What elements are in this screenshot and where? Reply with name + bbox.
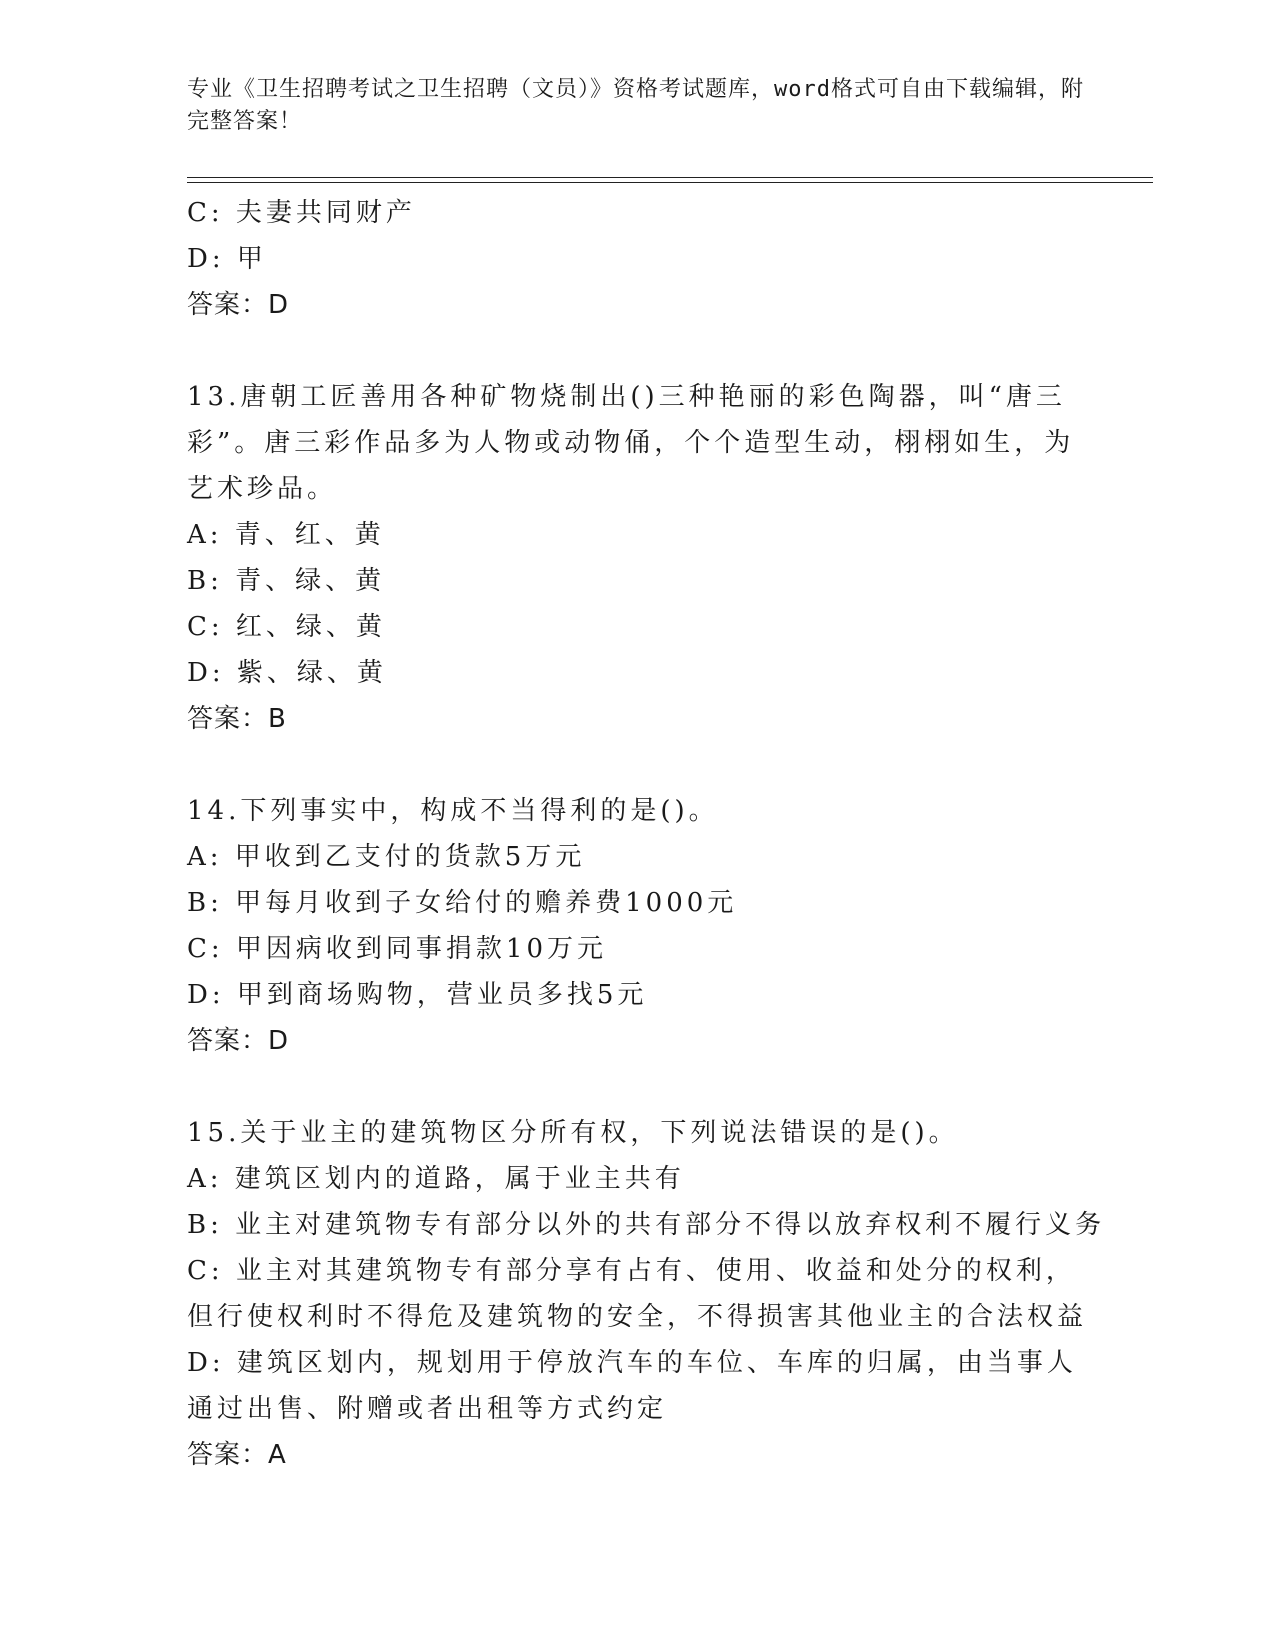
option-d: D: 甲到商场购物，营业员多找5元 bbox=[187, 980, 648, 1010]
question-13 bbox=[187, 374, 1087, 742]
spacer bbox=[187, 1064, 1087, 1110]
option-c: C: 夫妻共同财产 bbox=[187, 198, 416, 228]
option-b: B: 甲每月收到子女给付的赡养费1000元 bbox=[187, 888, 738, 918]
option-b: B: 青、绿、黄 bbox=[187, 566, 386, 596]
option-a: A: 甲收到乙支付的货款5万元 bbox=[187, 842, 586, 872]
spacer bbox=[187, 742, 1087, 788]
option-b: B: 业主对建筑物专有部分以外的共有部分不得以放弃权利不履行义务 bbox=[187, 1210, 1106, 1240]
question-list bbox=[187, 190, 1106, 1478]
question-stem: 13.唐朝工匠善用各种矿物烧制出()三种艳丽的彩色陶器，叫“唐三彩”。唐三彩作品多为人物或动物俑，个个造型生动，栩栩如生，为艺术珍品。 bbox=[187, 382, 1075, 504]
answer-line: 答案：D bbox=[187, 290, 290, 320]
spacer bbox=[187, 328, 1087, 374]
header-divider-bottom bbox=[187, 182, 1153, 183]
option-d: D: 建筑区划内，规划用于停放汽车的车位、车库的归属，由当事人通过出售、附赠或者出租等方式约定 bbox=[187, 1348, 1077, 1424]
option-c: C: 业主对其建筑物专有部分享有占有、使用、收益和处分的权利，但行使权利时不得危及建筑物的安全，不得损害其他业主的合法权益 bbox=[187, 1256, 1088, 1332]
document-header: 专业《卫生招聘考试之卫生招聘（文员）》资格考试题库，word格式可自由下载编辑，附完整答案！ bbox=[187, 77, 1084, 134]
option-d: D: 紫、绿、黄 bbox=[187, 658, 387, 688]
option-c: C: 甲因病收到同事捐款10万元 bbox=[187, 934, 608, 964]
question-14 bbox=[187, 788, 1087, 1064]
answer-line: 答案：A bbox=[187, 1440, 287, 1470]
answer-line: 答案：D bbox=[187, 1026, 290, 1056]
answer-line: 答案：B bbox=[187, 704, 287, 734]
option-d: D: 甲 bbox=[187, 244, 267, 274]
question-stem: 14.下列事实中，构成不当得利的是()。 bbox=[187, 796, 719, 826]
option-a: A: 青、红、黄 bbox=[187, 520, 385, 550]
question-15 bbox=[187, 1110, 1106, 1478]
header-divider-top bbox=[187, 177, 1153, 178]
option-c: C: 红、绿、黄 bbox=[187, 612, 386, 642]
question-12-tail bbox=[187, 190, 1087, 328]
option-a: A: 建筑区划内的道路，属于业主共有 bbox=[187, 1164, 685, 1194]
question-stem: 15.关于业主的建筑物区分所有权，下列说法错误的是()。 bbox=[187, 1118, 959, 1148]
